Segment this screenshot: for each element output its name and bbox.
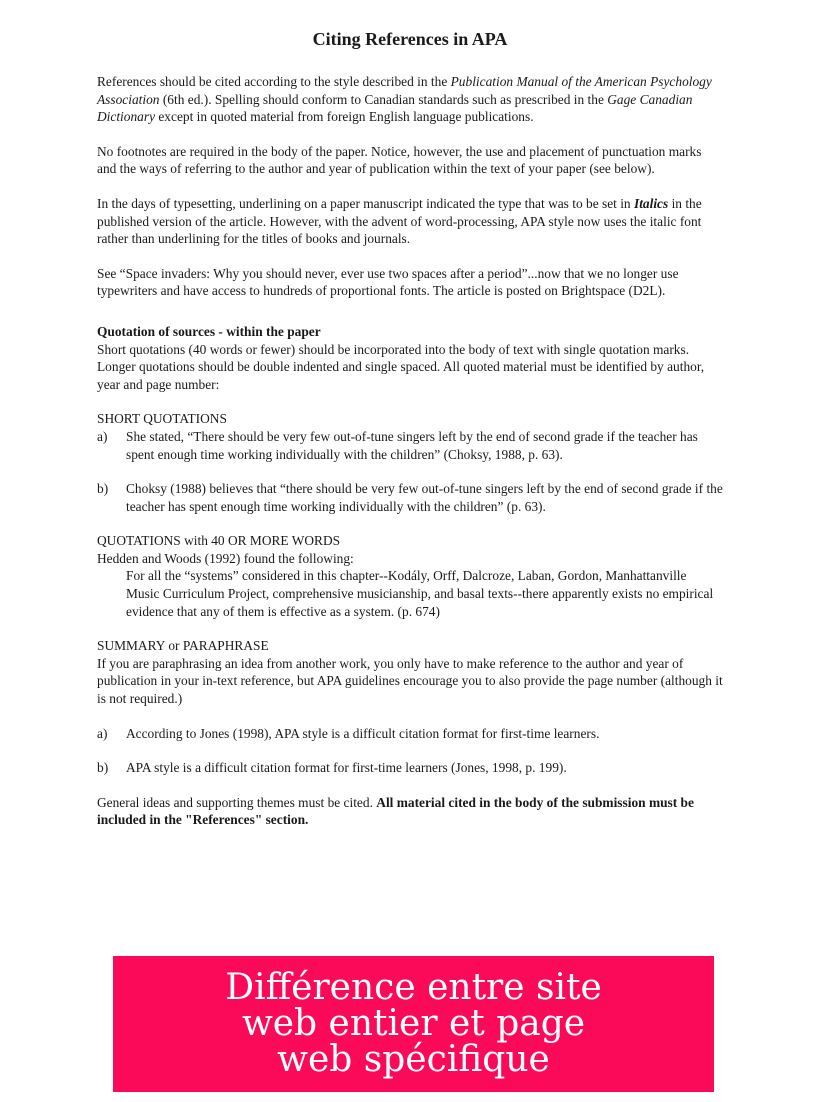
document-page bbox=[97, 28, 723, 829]
list-marker: a) bbox=[97, 428, 108, 444]
list-marker: b) bbox=[97, 760, 109, 776]
list-item-text: Choksy (1988) believes that “there should be very few out-of-tune singers left by the end of second grade if the teacher has spent enough time working individually with the children” (p. 63). bbox=[126, 481, 723, 514]
summary-text: If you are paraphrasing an idea from another work, you only have to make reference to the author and year of publication in your in-text reference, but APA guidelines encourage you to also provide the page number (although it is not required.) bbox=[97, 655, 723, 707]
list-item bbox=[97, 725, 723, 743]
quotation-heading: Quotation of sources - within the paper bbox=[97, 323, 321, 339]
short-quotations-heading: SHORT QUOTATIONS bbox=[97, 411, 227, 427]
p1-text-a: References should be cited according to the style described in the bbox=[97, 74, 451, 89]
p1-dictionary-title: Gage Canadian Dictionary bbox=[97, 91, 693, 125]
footnotes-paragraph: No footnotes are required in the body of the paper. Notice, however, the use and placement of punctuation marks and the ways of referring to the author and year of publication within the text of your paper (see below). bbox=[97, 143, 702, 177]
p1-publication-title: Publication Manual of the American Psychology Association bbox=[97, 74, 712, 107]
list-item-text: She stated, “There should be very few out-of-tune singers left by the end of second grade if the teacher has spent enough time working individually with the children” (Choksy, 1988, p. 63). bbox=[126, 428, 698, 462]
list-item bbox=[97, 428, 723, 463]
typesetting-paragraph bbox=[97, 195, 723, 248]
p1-text-c: except in quoted material from foreign English language publications. bbox=[155, 109, 534, 125]
block-quote: For all the “systems” considered in this chapter--Kodály, Orff, Dalcroze, Laban, Gordon, Manhattanville Music Curriculum Project, comprehensive musicianship, and basal texts--there apparently exists no empirical evidence that any of them is effective as a system. (p. 674) bbox=[126, 568, 714, 619]
banner-text: Différence entre site web entier et page web spécifique bbox=[225, 967, 602, 1080]
list-item-text: APA style is a difficult citation format for first-time learners (Jones, 1998, p. 199). bbox=[126, 760, 567, 776]
p3-text-b: in the published version of the article. However, with the advent of word-processing, APA style now uses the italic font rather than underlining for the titles of books and journals. bbox=[97, 195, 702, 247]
list-marker: b) bbox=[97, 481, 109, 497]
intro-paragraph bbox=[97, 73, 723, 126]
closing-text: General ideas and supporting themes must be cited. bbox=[97, 794, 377, 810]
list-item bbox=[97, 759, 723, 777]
p1-text-b: (6th ed.). Spelling should conform to Canadian standards such as prescribed in the bbox=[159, 91, 608, 107]
list-item bbox=[97, 480, 723, 515]
long-quotations-heading: QUOTATIONS with 40 OR MORE WORDS bbox=[97, 533, 341, 549]
list-marker: a) bbox=[97, 725, 108, 741]
promo-banner[interactable] bbox=[113, 956, 714, 1092]
page-title: Citing References in APA bbox=[312, 29, 508, 49]
p3-italics-word: Italics bbox=[633, 195, 669, 211]
list-item-text: According to Jones (1998), APA style is a difficult citation format for first-time learners. bbox=[126, 725, 600, 741]
closing-paragraph bbox=[97, 794, 723, 829]
summary-list bbox=[97, 725, 723, 777]
short-quotations-list bbox=[97, 428, 723, 515]
summary-heading: SUMMARY or PARAPHRASE bbox=[97, 638, 269, 654]
quotation-text: Short quotations (40 words or fewer) should be incorporated into the body of text with single quotation marks. Longer quotations should be double indented and single spaced. All quoted material must be identified by author, year and page number: bbox=[97, 341, 705, 392]
p3-text-a: In the days of typesetting, underlining on a paper manuscript indicated the type that was to be set in bbox=[97, 195, 634, 211]
long-quotations-intro: Hedden and Woods (1992) found the following: bbox=[97, 550, 354, 566]
space-invaders-paragraph: See “Space invaders: Why you should never, ever use two spaces after a period”...now that we no longer use typewriters and have access to hundreds of proportional fonts. The article is posted on Brightspace (D2L). bbox=[97, 265, 679, 299]
closing-bold-text: All material cited in the body of the submission must be included in the "References" section. bbox=[97, 794, 694, 828]
